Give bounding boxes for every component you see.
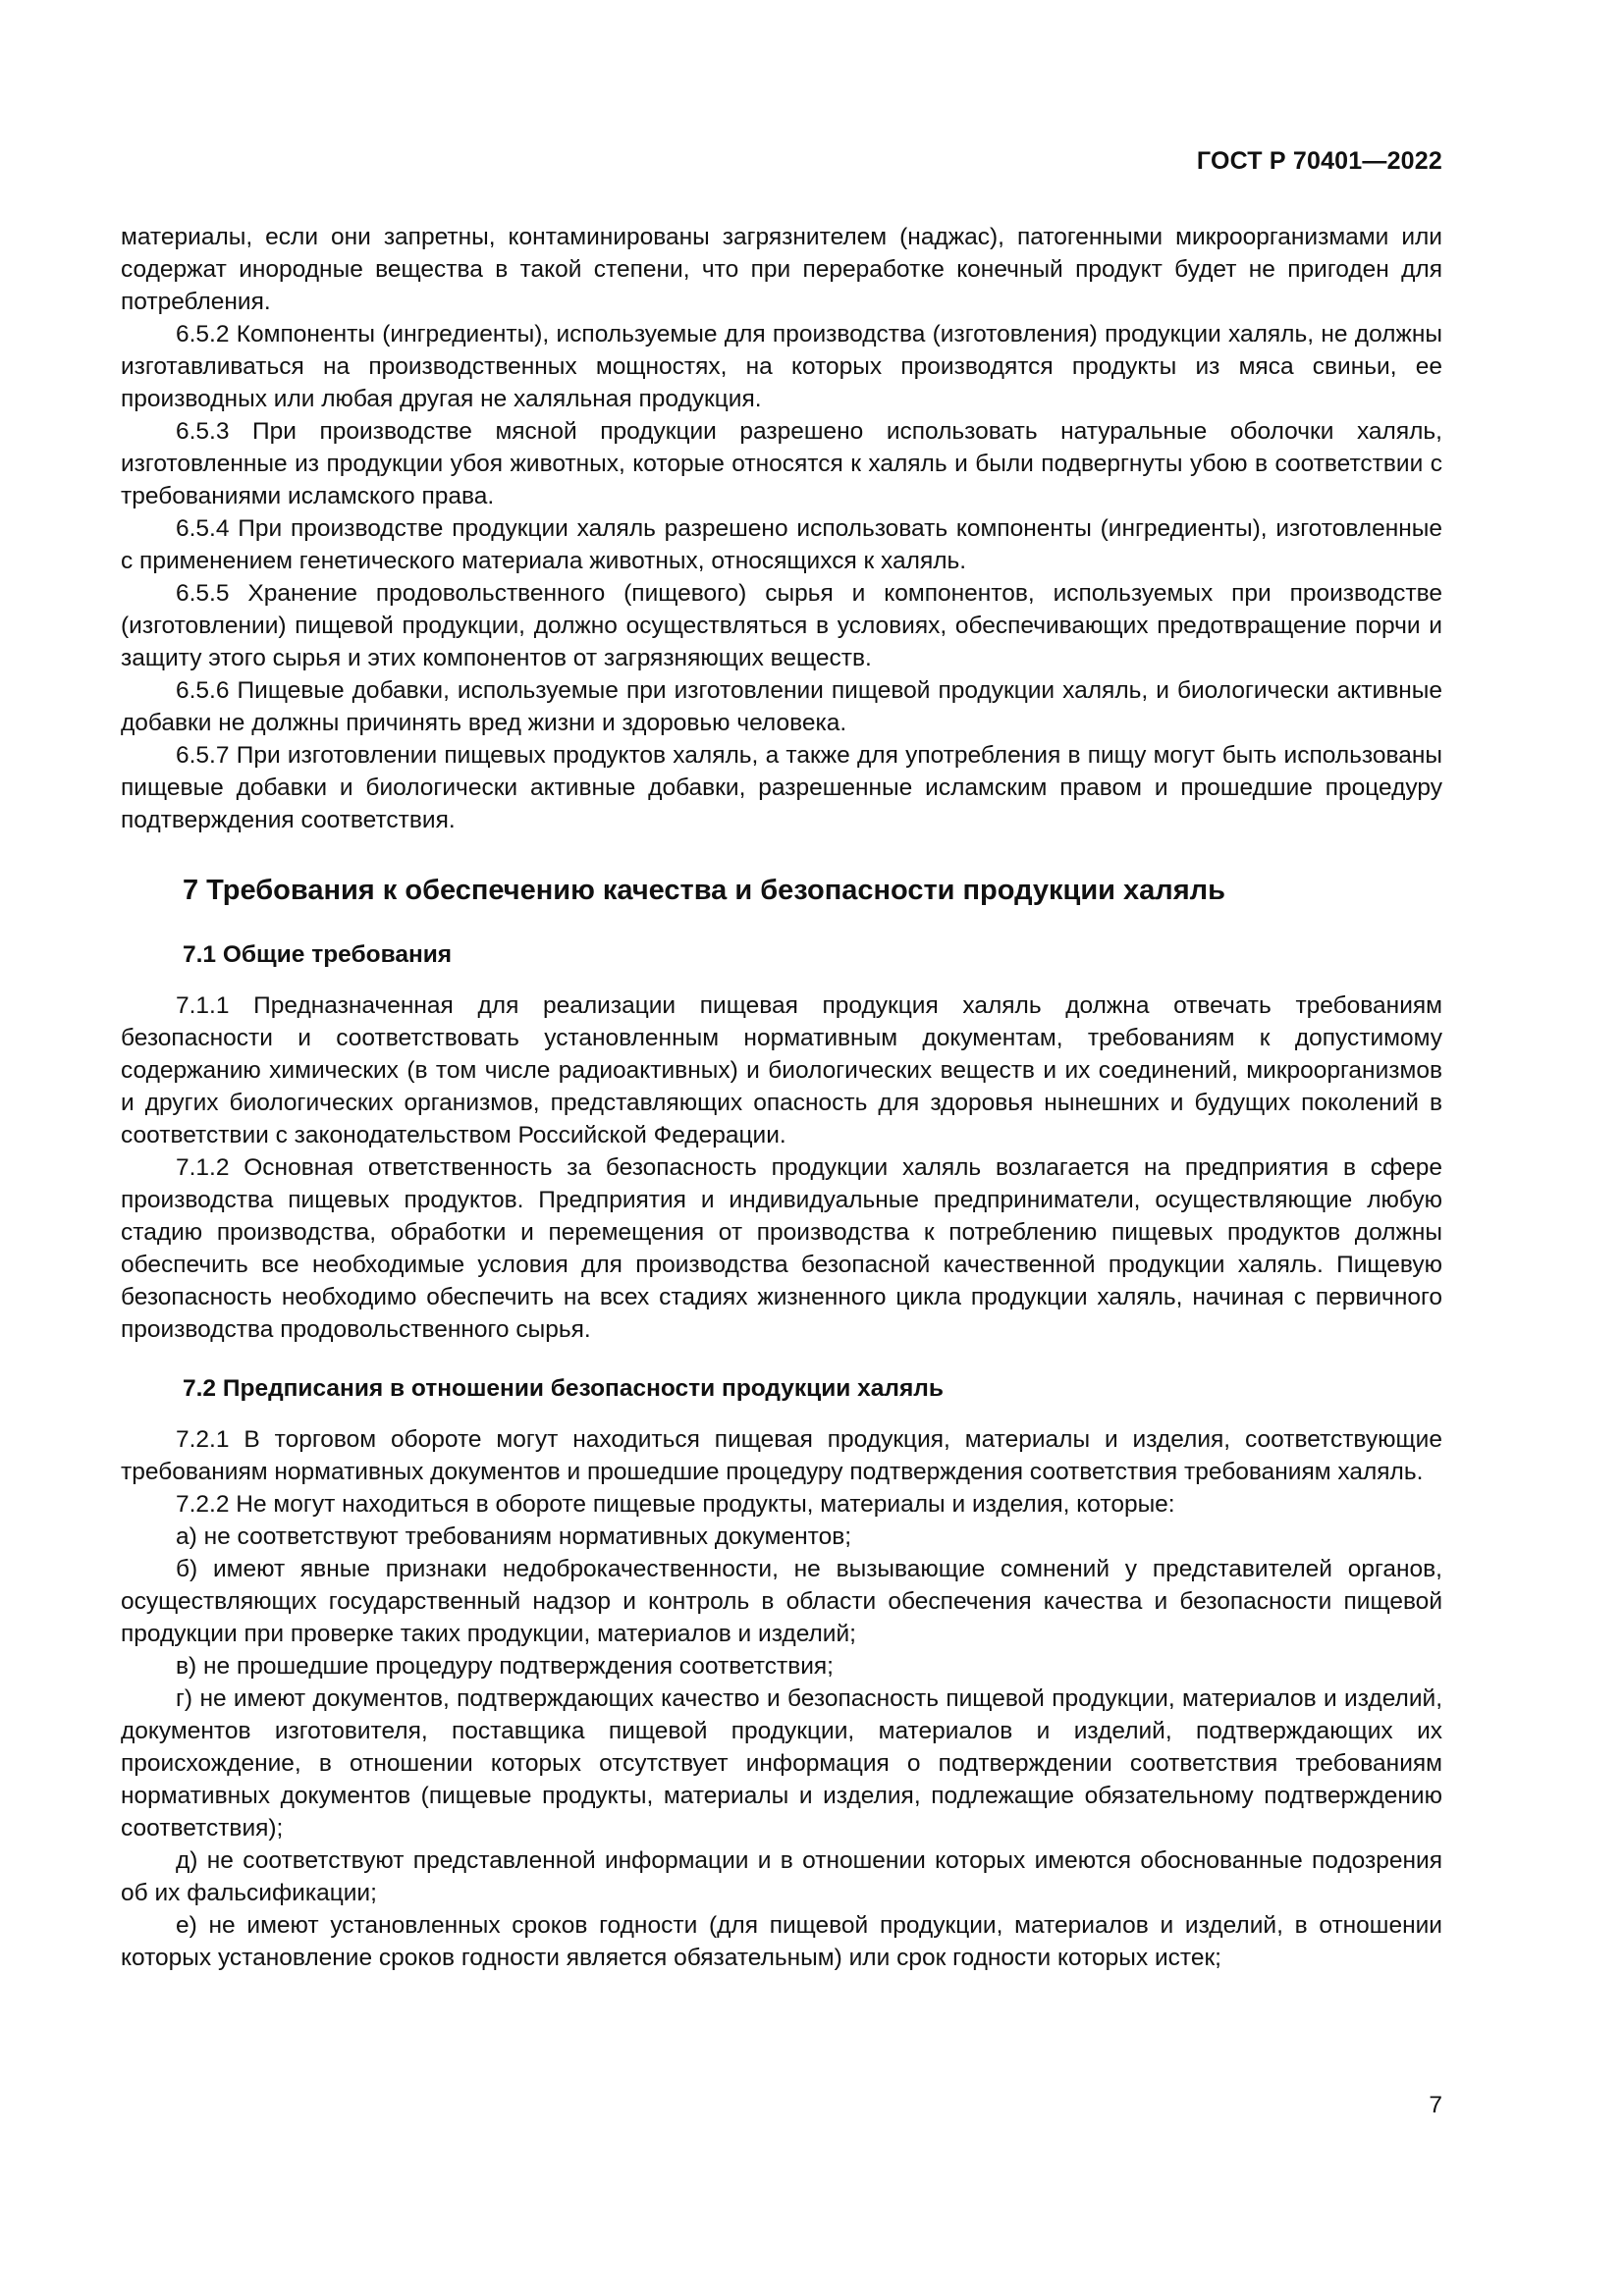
- list-item-v: в) не прошедшие процедуру подтверждения соответствия;: [176, 1653, 834, 1680]
- page-body: [121, 221, 1442, 1974]
- paragraph-6-5-5: 6.5.5 Хранение продовольственного (пищевого) сырья и компонентов, используемых при производстве (изготовлении) пищевой продукции, должно осуществляться в условиях, обеспечивающих предотвращение порчи и защиту этого сырья и этих компонентов от загрязняющих веществ.: [121, 580, 1442, 671]
- section-7-heading: 7 Требования к обеспечению качества и безопасности продукции халяль: [183, 875, 1225, 906]
- paragraph-6-5-3: 6.5.3 При производстве мясной продукции разрешено использовать натуральные оболочки халяль, изготовленные из продукции убоя животных, которые относятся к халяль и были подвергнуты убою в соответствии с требованиями исламского права.: [121, 418, 1442, 509]
- paragraph-6-5-2: 6.5.2 Компоненты (ингредиенты), используемые для производства (изготовления) продукции халяль, не должны изготавливаться на производственных мощностях, на которых производятся продукты из мяса свиньи, ее производных или любая другая не халяльная продукция.: [121, 321, 1442, 412]
- section-7-2-heading: 7.2 Предписания в отношении безопасности продукции халяль: [183, 1375, 944, 1402]
- paragraph-6-5-7: 6.5.7 При изготовлении пищевых продуктов халяль, а также для употребления в пищу могут быть использованы пищевые добавки и биологически активные добавки, разрешенные исламским правом и прошедшие процедуру подтверждения соответствия.: [121, 742, 1442, 833]
- list-item-d: д) не соответствуют представленной информации и в отношении которых имеются обоснованные подозрения об их фальсификации;: [121, 1847, 1442, 1906]
- list-item-e: е) не имеют установленных сроков годности (для пищевой продукции, материалов и изделий, в отношении которых установление сроков годности является обязательным) или срок годности которых истек;: [121, 1912, 1442, 1971]
- paragraph-7-1-1: 7.1.1 Предназначенная для реализации пищевая продукция халяль должна отвечать требованиям безопасности и соответствовать установленным нормативным документам, требованиям к допустимому содержанию химических (в том числе радиоактивных) и биологических веществ и их соединений, микроорганизмов и других биологических организмов, представляющих опасность для здоровья нынешних и будущих поколений в соответствии с законодательством Российской Федерации.: [121, 992, 1442, 1148]
- document-code: ГОСТ Р 70401—2022: [1196, 147, 1442, 175]
- paragraph-7-1-2: 7.1.2 Основная ответственность за безопасность продукции халяль возлагается на предприятия в сфере производства пищевых продуктов. Предприятия и индивидуальные предприниматели, осуществляющие любую стадию производства, обработки и перемещения от производства к потреблению пищевых продуктов должны обеспечить все необходимые условия для производства безопасной качественной продукции халяль. Пищевую безопасность необходимо обеспечить на всех стадиях жизненного цикла продукции халяль, начиная с первичного производства продовольственного сырья.: [121, 1154, 1442, 1343]
- paragraph-7-2-1: 7.2.1 В торговом обороте могут находиться пищевая продукция, материалы и изделия, соответствующие требованиям нормативных документов и прошедшие процедуру подтверждения соответствия требованиям халяль.: [121, 1426, 1442, 1485]
- paragraph-7-2-2: 7.2.2 Не могут находиться в обороте пищевые продукты, материалы и изделия, которые:: [176, 1491, 1175, 1518]
- page-number: 7: [1429, 2092, 1442, 2118]
- list-item-a: а) не соответствуют требованиям нормативных документов;: [176, 1523, 852, 1550]
- section-7-1-heading: 7.1 Общие требования: [183, 941, 453, 968]
- list-item-g: г) не имеют документов, подтверждающих качество и безопасность пищевой продукции, материалов и изделий, документов изготовителя, поставщика пищевой продукции, материалов и изделий, подтверждающих их происхождение, в отношении которых отсутствует информация о подтверждении соответствия требованиям нормативных документов (пищевые продукты, материалы и изделия, подлежащие обязательному подтверждению соответствия);: [121, 1685, 1442, 1842]
- paragraph-6-5-6: 6.5.6 Пищевые добавки, используемые при изготовлении пищевой продукции халяль, и биологически активные добавки не должны причинять вред жизни и здоровью человека.: [121, 677, 1442, 736]
- paragraph-6-5-1-continued: материалы, если они запретны, контаминированы загрязнителем (наджас), патогенными микроорганизмами или содержат инородные вещества в такой степени, что при переработке конечный продукт будет не пригоден для потребления.: [121, 224, 1442, 315]
- list-item-b: б) имеют явные признаки недоброкачественности, не вызывающие сомнений у представителей органов, осуществляющих государственный надзор и контроль в области обеспечения качества и безопасности пищевой продукции при проверке таких продукции, материалов и изделий;: [121, 1556, 1442, 1647]
- paragraph-6-5-4: 6.5.4 При производстве продукции халяль разрешено использовать компоненты (ингредиенты), изготовленные с применением генетического материала животных, относящихся к халяль.: [121, 515, 1442, 574]
